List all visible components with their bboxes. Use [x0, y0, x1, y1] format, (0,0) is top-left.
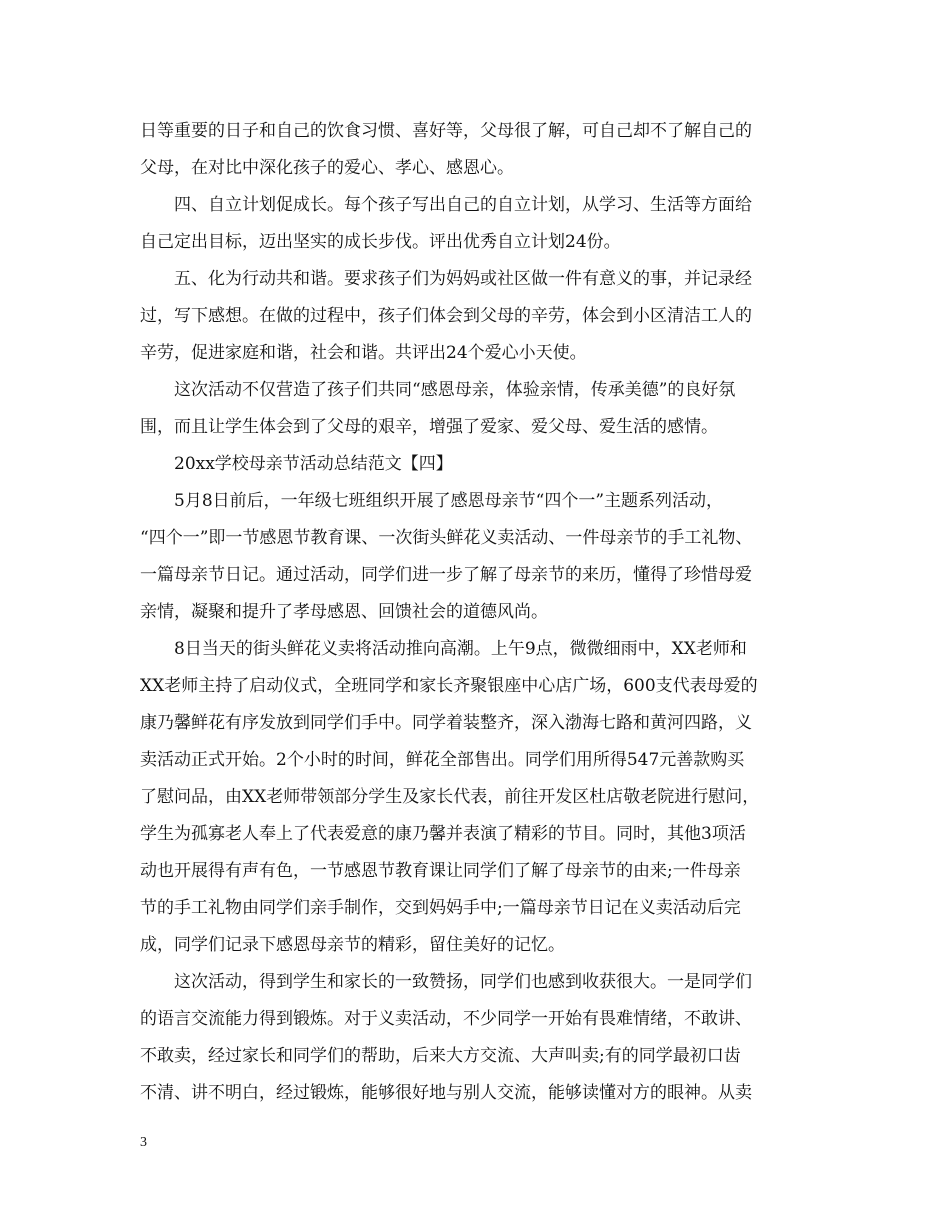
text-line: 卖活动正式开始。2个小时的时间，鲜花全部售出。同学们用所得547元善款购买: [140, 750, 745, 770]
paragraph-start-line: 这次活动，得到学生和家长的一致赞扬，同学们也感到收获很大。一是同学们: [174, 972, 752, 992]
text-line: 节的手工礼物由同学们亲手制作，交到妈妈手中;一篇母亲节日记在义卖活动后完: [140, 898, 741, 918]
text-line: 动也开展得有声有色，一节感恩节教育课让同学们了解了母亲节的由来;一件母亲: [140, 861, 741, 881]
text-line: XX老师主持了启动仪式，全班同学和家长齐聚银座中心店广场，600支代表母爱的: [140, 676, 758, 696]
text-line: 辛劳，促进家庭和谐，社会和谐。共评出24个爱心小天使。: [140, 343, 587, 363]
text-line: 康乃馨鲜花有序发放到同学们手中。同学着装整齐，深入渤海七路和黄河四路，义: [140, 713, 752, 733]
text-line: 过，写下感想。在做的过程中，孩子们体会到父母的辛劳，体会到小区清洁工人的: [140, 306, 752, 326]
text-line: 亲情，凝聚和提升了孝母感恩、回馈社会的道德风尚。: [140, 602, 548, 622]
text-line: 父母，在对比中深化孩子的爱心、孝心、感恩心。: [140, 158, 514, 178]
text-line: 不清、讲不明白，经过锻炼，能够很好地与别人交流，能够读懂对方的眼神。从卖: [140, 1083, 752, 1103]
text-line: 围，而且让学生体会到了父母的艰辛，增强了爱家、爱父母、爱生活的感情。: [140, 417, 718, 437]
text-line: “四个一”即一节感恩节教育课、一次街头鲜花义卖活动、一件母亲节的手工礼物、: [140, 528, 753, 548]
paragraph-start-line: 五、化为行动共和谐。要求孩子们为妈妈或社区做一件有意义的事，并记录经: [174, 269, 752, 289]
text-line: 学生为孤寡老人奉上了代表爱意的康乃馨并表演了精彩的节目。同时，其他3项活: [140, 824, 746, 844]
text-line: 的语言交流能力得到锻炼。对于义卖活动，不少同学一开始有畏难情绪，不敢讲、: [140, 1009, 752, 1029]
text-line: 了慰问品，由XX老师带领部分学生及家长代表，前往开发区杜店敬老院进行慰问，: [140, 787, 760, 807]
body-text: [140, 116, 812, 1109]
text-line: 自己定出目标，迈出坚实的成长步伐。评出优秀自立计划24份。: [140, 232, 621, 252]
page-number: 3: [140, 1135, 147, 1150]
paragraph-start-line: 5月8日前后，一年级七班组织开展了感恩母亲节“四个一”主题系列活动，: [174, 491, 724, 511]
paragraph-start-line: 这次活动不仅营造了孩子们共同“感恩母亲，体验亲情，传承美德”的良好氛: [174, 380, 736, 400]
text-line: 日等重要的日子和自己的饮食习惯、喜好等，父母很了解，可自己却不了解自己的: [140, 121, 752, 141]
paragraph-start-line: 四、自立计划促成长。每个孩子写出自己的自立计划，从学习、生活等方面给: [174, 195, 752, 215]
paragraph-start-line: 8日当天的街头鲜花义卖将活动推向高潮。上午9点，微微细雨中，XX老师和: [174, 639, 747, 659]
section-heading: 20xx学校母亲节活动总结范文【四】: [174, 454, 453, 474]
text-line: 成，同学们记录下感恩母亲节的精彩，留住美好的记忆。: [140, 935, 565, 955]
text-line: 一篇母亲节日记。通过活动，同学们进一步了解了母亲节的来历，懂得了珍惜母爱: [140, 565, 752, 585]
text-line: 不敢卖，经过家长和同学们的帮助，后来大方交流、大声叫卖;有的同学最初口齿: [140, 1046, 741, 1066]
